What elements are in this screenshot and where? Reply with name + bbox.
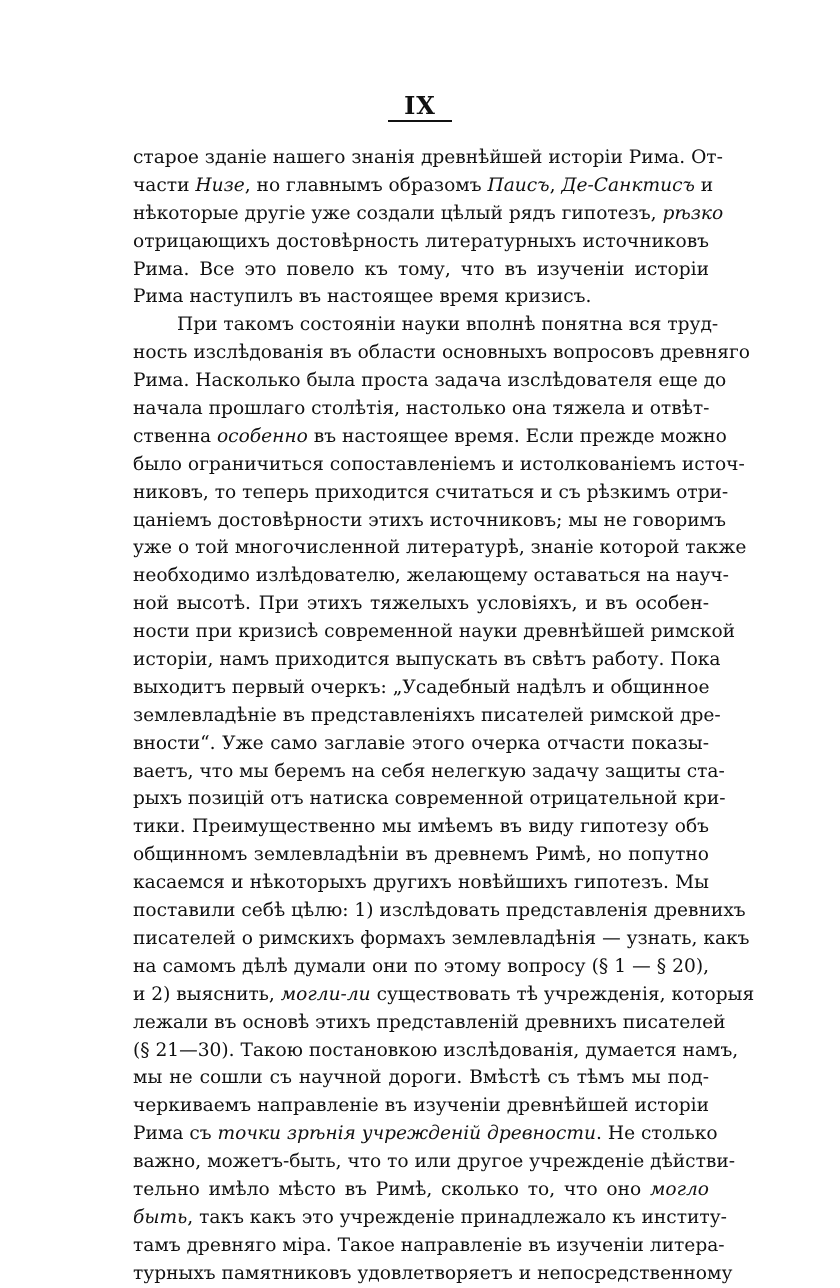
text-body [133,144,755,1288]
text-run: и 2) выяснить, [133,983,281,1005]
text-run: цаніемъ достовѣрности этихъ источниковъ; мы не говоримъ [133,509,726,531]
text-line [133,283,709,311]
text-run: поставили себѣ цѣлю: 1) изслѣдовать представленія древнихъ [133,900,746,922]
text-line [133,395,709,423]
italic-text-run: особенно [216,425,308,447]
text-run: тельно имѣло мѣсто въ Римѣ, сколько то, что оно [133,1178,650,1200]
text-run: Рима наступилъ въ настоящее время кризисъ. [133,286,592,308]
text-line [133,813,709,841]
text-run: начала прошлаго столѣтія, настолько она тяжела и отвѣт- [133,398,710,420]
text-run: выходитъ первый очеркъ: „Усадебный надѣлъ и общинное [133,676,710,698]
text-line [133,507,726,535]
text-line [133,730,709,758]
italic-text-run: быть [133,1206,188,1228]
text-line [133,869,709,897]
text-line [133,981,755,1009]
text-run: уже о той многочисленной литературѣ, знаніе которой также [133,537,747,559]
text-run: . Не столько [596,1123,718,1145]
italic-text-run: точки зрѣнія учрежденій древности [217,1123,597,1145]
text-run: въ настоящее время. Если прежде можно [307,425,727,447]
text-run: Рима. Все это повело къ тому, что въ изученіи исторіи [133,258,709,280]
text-line [133,1260,733,1288]
italic-text-run: могло [649,1178,709,1200]
text-run: старое зданіе нашего знанія древнѣйшей исторіи Рима. От- [133,147,723,168]
text-line [133,618,736,646]
text-run: тамъ древняго міра. Такое направленіе въ изученіи литера- [133,1234,725,1256]
text-run: , такъ какъ это учрежденіе принадлежало къ институ- [187,1206,727,1228]
text-run: , [549,174,562,196]
text-line [133,172,714,200]
page-number-rule [388,120,452,122]
text-line [133,1037,739,1065]
text-line [133,590,709,618]
text-run: ность изслѣдованія въ области основныхъ вопросовъ древняго [133,342,750,364]
text-run: ной высотѣ. При этихъ тяжелыхъ условіяхъ, и въ особен- [133,593,709,615]
text-line [133,785,726,813]
text-run: необходимо излѣдователю, желающему оставаться на науч- [133,565,729,587]
text-run: мы не сошли съ научной дороги. Вмѣстѣ съ тѣмъ мы под- [133,1067,709,1089]
text-run: вности“. Уже само заглавіе этого очерка отчасти показы- [133,732,709,754]
text-line [133,1120,718,1148]
text-line [133,1204,727,1232]
text-run: Рима. Насколько была проста задача изслѣдователя еще до [133,370,727,392]
text-line [133,534,747,562]
text-run: части [133,174,196,196]
text-run: ваетъ, что мы беремъ на себя нелегкую задачу защиты ста- [133,760,725,782]
text-line [133,451,745,479]
text-line [133,758,725,786]
text-line [133,339,750,367]
text-run: турныхъ памятниковъ удовлетворяетъ и непосредственному [133,1262,733,1284]
text-line [133,479,729,507]
text-run: Рима съ [133,1123,218,1145]
text-run: касаемся и нѣкоторыхъ другихъ новѣйшихъ гипотезъ. Мы [133,872,709,894]
text-run: черкиваемъ направленіе въ изученіи древнѣйшей исторіи [133,1095,709,1117]
text-run: рыхъ позицій отъ натиска современной отрицательной кри- [133,788,726,810]
text-line [133,953,709,981]
text-run: ности при кризисѣ современной науки древнѣйшей римской [133,621,736,643]
text-run: существовать тѣ учрежденія, которыя [370,983,755,1005]
text-run: и [694,174,714,196]
text-run: отрицающихъ достовѣрность литературныхъ источниковъ [133,230,709,252]
text-line [133,925,750,953]
text-line [133,646,721,674]
text-line [133,200,724,228]
text-run: было ограничиться сопоставленіемъ и истолкованіемъ источ- [133,453,745,475]
text-line [133,144,723,172]
text-run: , но главнымъ образомъ [244,174,488,196]
text-run: важно, можетъ-быть, что то или другое учрежденіе дѣйстви- [133,1151,736,1173]
italic-text-run: Низе [195,174,245,196]
text-line [133,1009,726,1037]
italic-text-run: рѣзко [662,202,724,224]
italic-text-run: Паисъ [487,174,550,196]
text-run: на самомъ дѣлѣ думали они по этому вопросу (§ 1 — § 20), [133,955,709,977]
page-number: IX [404,91,436,120]
italic-text-run: Де-Санктисъ [561,174,695,196]
text-line [133,841,709,869]
text-line [133,423,727,451]
text-run: (§ 21—30). Такою постановкою изслѣдованія, думается намъ, [133,1039,739,1061]
text-run: При такомъ состояніи науки вполнѣ понятна вся труд- [177,314,719,336]
text-run: нѣкоторые другіе уже создали цѣлый рядъ гипотезъ, [133,202,663,224]
text-line [133,702,721,730]
text-line [133,674,709,702]
text-line [133,897,746,925]
text-run: землевладѣніе въ представленіяхъ писателей римской дре- [133,704,721,726]
text-line [133,1064,709,1092]
text-line [133,256,709,284]
text-run: общинномъ землевладѣніи въ древнемъ Римѣ, но попутно [133,844,709,866]
text-line [133,367,727,395]
text-line [133,228,709,256]
text-run: никовъ, то теперь приходится считаться и съ рѣзкимъ отри- [133,481,729,503]
text-run: писателей о римскихъ формахъ землевладѣнія — узнать, какъ [133,927,750,949]
text-line [133,1232,725,1260]
text-line [133,562,729,590]
text-line [133,311,719,339]
text-run: лежали въ основѣ этихъ представленій древнихъ писателей [133,1011,726,1033]
text-line [133,1092,709,1120]
text-line [133,1148,736,1176]
text-run: тики. Преимущественно мы имѣемъ въ виду гипотезу объ [133,816,709,838]
text-run: исторіи, намъ приходится выпускать въ свѣтъ работу. Пока [133,649,721,671]
text-run: ственна [133,425,217,447]
italic-text-run: могли-ли [280,983,371,1005]
text-line [133,1176,709,1204]
